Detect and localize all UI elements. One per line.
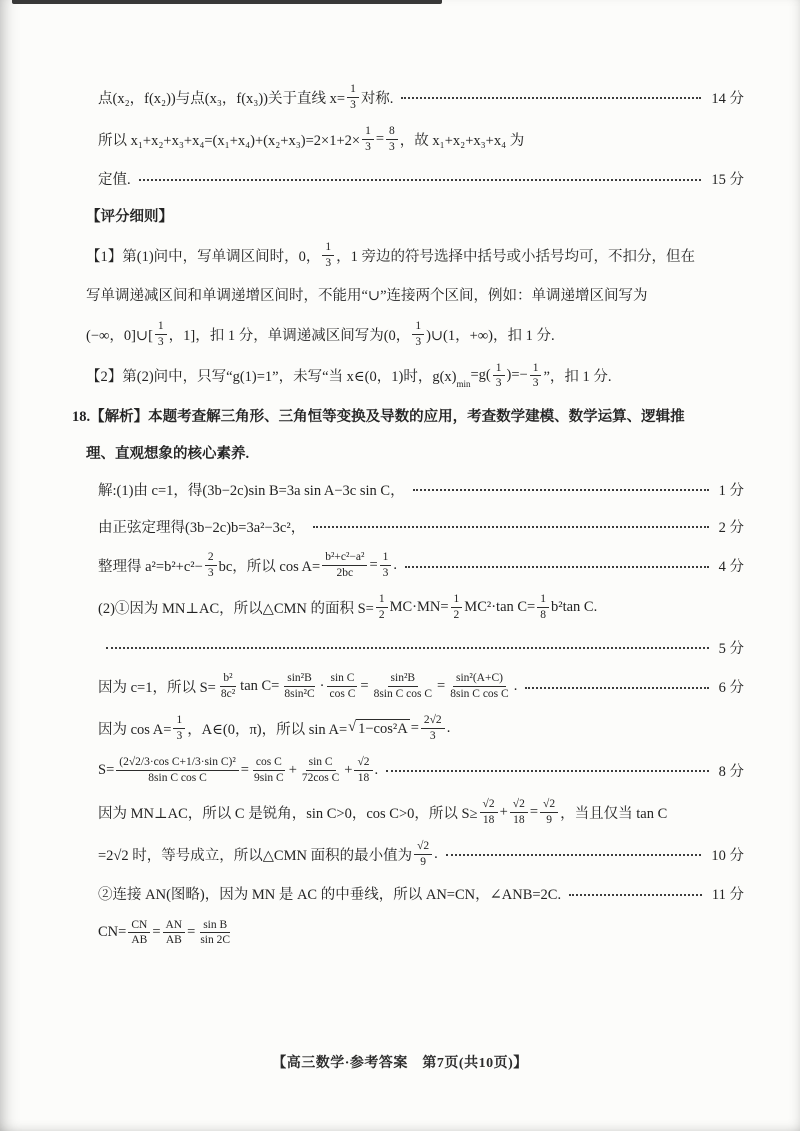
fraction: $\frac{1}{3}$ xyxy=(530,361,542,392)
answer-line xyxy=(98,918,744,949)
line-text: 18.【解析】本题考查解三角形、三角恒等变换及导数的应用，考查数学建模、数学运算、逻辑推 xyxy=(72,408,685,425)
dotted-leader xyxy=(313,526,708,528)
fraction: $\frac{\text{b²}}{\text{8c²}}$ xyxy=(220,672,236,701)
line-text: =2√2 时，等号成立，所以△CMN 面积的最小值为 $\frac{√2}{9}$ . xyxy=(98,839,438,868)
score-label: 15 分 xyxy=(711,172,744,189)
line-text: 因为 MN⊥AC，所以 C 是锐角，sin C>0，cos C>0，所以 S≥ $\frac{√2}{18}$ + $\frac{√2}{18}$ = $\frac{√2}{9}$ ，当且仅当 tan C xyxy=(98,797,668,826)
answer-line xyxy=(98,881,744,907)
line-text: CN= $\frac{CN}{AB}$ = $\frac{AN}{AB}$ = $\frac{\text{sin B}}{\sin 2C}$ xyxy=(98,918,235,949)
fraction: $\frac{\text{cos C}}{\text{9sin C}}$ xyxy=(253,755,284,784)
answer-line xyxy=(98,797,744,828)
line-text: 由正弦定理得(3b−2c)b=3a²−3c²， xyxy=(98,519,306,536)
answer-line xyxy=(98,124,744,155)
fraction: $\frac{1}{3}$ xyxy=(322,240,334,271)
dotted-leader xyxy=(569,894,702,896)
line-text: 【1】第(1)问中，写单调区间时，0， $\frac{1}{3}$ ，1 旁边的符号选择中括号或小括号均可，不扣分，但在 xyxy=(86,240,696,269)
line-text: 【2】第(2)问中，只写“g(1)=1”，未写“当 x∈(0，1)时，g(x) min =g( $\frac{1}{3}$ )=− $\frac{1}{3}$ ”，扣 1 分. xyxy=(86,361,612,390)
dotted-leader xyxy=(525,687,708,689)
fraction: $\frac{\text{sin²B}}{\text{8sin²C}}$ xyxy=(284,672,315,701)
answer-line xyxy=(98,839,744,870)
fraction: $\frac{1}{3}$ xyxy=(412,319,424,350)
line-text: 写单调递减区间和单调递增区间时，不能用“∪”连接两个区间，例如：单调递增区间写为 xyxy=(86,288,648,305)
fraction: $\frac{\text{sin C}}{\text{cos C}}$ xyxy=(327,671,359,702)
line-text: ②连接 AN(图略)，因为 MN 是 AC 的中垂线，所以 AN=CN，∠ANB=2C. xyxy=(98,887,562,903)
fraction: $\frac{1}{3}$ xyxy=(155,319,167,350)
fraction: $\frac{1}{8}$ xyxy=(537,592,549,623)
line-text: 点(x₂，f(x₂))与点(x₃，f(x₃))关于直线 x= $\frac{1}{3}$ 对称. xyxy=(98,83,394,111)
dotted-leader xyxy=(401,97,701,99)
line-text: 整理得 a²=b²+c²− $\frac{2}{3}$ bc，所以 cos A= $\frac{\text{b²+c²−a²}}{2bc}$ = $\frac{1}{3}$ . xyxy=(98,551,398,580)
dotted-leader xyxy=(386,770,708,772)
fraction: $\frac{\text{sin²B}}{\text{8sin C cos C}}$ xyxy=(373,672,433,701)
fraction: $\frac{8}{3}$ xyxy=(386,124,398,155)
line-text: 所以 x₁+x₂+x₃+x₄=(x₁+x₄)+(x₂+x₃)=2×1+2× $\frac{1}{3}$ = $\frac{8}{3}$ ，故 x₁+x₂+x₃+x₄ 为 xyxy=(98,124,525,153)
fraction: $\frac{2}{3}$ xyxy=(205,550,217,581)
fraction: $\frac{1}{3}$ xyxy=(347,82,359,113)
line-text: 【评分细则】 xyxy=(86,209,173,226)
line-text: 因为 c=1，所以 S= $\frac{\text{b²}}{\text{8c²}}$ tan C= $\frac{\text{sin²B}}{\text{8sin²C}}$ · $\frac{\text{sin C}}{\text{cos C}}$ = $\frac{\text{sin²B}}{\text{8sin C cos C}}$ = $\frac{\text{sin²(A+C)}}{\text{8sin C cos C}}$ . xyxy=(98,672,518,701)
answer-line xyxy=(98,82,744,113)
fraction: $\frac{√2}{18}$ xyxy=(354,755,372,786)
answer-line xyxy=(98,713,744,744)
fraction: $\frac{1}{2}$ xyxy=(376,592,388,623)
fraction: $\frac{1}{3}$ xyxy=(493,361,505,392)
line-text: (−∞，0]∪[ $\frac{1}{3}$ ，1]，扣 1 分，单调递减区间写为(0， $\frac{1}{3}$ )∪(1，+∞)，扣 1 分. xyxy=(86,319,555,348)
fraction: $\frac{\text{sin C}}{\text{72cos C}}$ xyxy=(301,755,340,784)
line-text: 解:(1)由 c=1，得(3b−2c)sin B=3a sin A−3c sin C， xyxy=(98,482,405,499)
score-label: 4 分 xyxy=(718,559,744,576)
fraction: $\frac{\text{sin B}}{\sin 2C}$ xyxy=(200,918,231,947)
fraction: $\frac{\text{(2√2/3·cos C+1/3·sin C)²}}{\text{8sin C cos C}}$ xyxy=(116,755,239,786)
score-label: 2 分 xyxy=(718,519,744,536)
dotted-leader xyxy=(106,647,709,649)
dotted-leader xyxy=(139,179,702,181)
line-text: 因为 cos A= $\frac{1}{3}$ ，A∈(0，π)，所以 sin A= √ 1−cos²A = $\frac{2√2}{3}$ . xyxy=(98,714,451,742)
line-text: S= $\frac{\text{(2√2/3·cos C+1/3·sin C)²}}{\text{8sin C cos C}}$ = $\frac{\text{cos C}}{\text{9sin C}}$ + $\frac{\text{sin C}}{\text{72cos C}}$ + $\frac{√2}{18}$ . xyxy=(98,755,379,784)
dotted-leader xyxy=(413,489,709,491)
fraction: $\frac{√2}{9}$ xyxy=(414,839,432,870)
line-text: (2)①因为 MN⊥AC，所以△CMN 的面积 S= $\frac{1}{2}$ MC·MN= $\frac{1}{2}$ MC²·tan C= $\frac{1}{8}$ b²tan C. xyxy=(98,593,598,622)
sqrt-expression: √ 1−cos²A xyxy=(348,718,408,737)
answer-line xyxy=(86,361,744,392)
answer-line xyxy=(98,755,744,786)
score-label: 5 分 xyxy=(718,640,744,657)
line-text: 定值. xyxy=(98,172,131,189)
dotted-leader xyxy=(405,566,709,568)
page-footer xyxy=(0,1052,800,1072)
answer-line xyxy=(98,671,744,702)
fraction: $\frac{2√2}{3}$ xyxy=(421,713,445,744)
answer-line xyxy=(86,282,744,308)
subscript: min xyxy=(456,379,471,390)
answer-line xyxy=(72,402,744,428)
fraction: $\frac{1}{3}$ xyxy=(362,124,374,155)
answer-line xyxy=(86,240,744,271)
score-label: 8 分 xyxy=(718,763,744,780)
fraction: $\frac{√2}{18}$ xyxy=(510,797,528,828)
answer-line xyxy=(98,592,744,623)
dotted-leader xyxy=(446,854,702,856)
fraction: $\frac{\text{sin²(A+C)}}{\text{8sin C cos C}}$ xyxy=(450,672,509,701)
fraction: $\frac{1}{3}$ xyxy=(380,550,392,581)
answer-line xyxy=(86,203,744,229)
fraction: $\frac{AN}{AB}$ xyxy=(163,918,186,949)
fraction: $\frac{√2}{9}$ xyxy=(540,797,558,828)
fraction: $\frac{CN}{AB}$ xyxy=(128,918,150,949)
answer-line xyxy=(86,439,744,465)
answer-lines xyxy=(72,82,744,959)
fraction: $\frac{1}{2}$ xyxy=(451,592,463,623)
fraction: $\frac{1}{3}$ xyxy=(173,713,185,744)
fraction: $\frac{\text{b²+c²−a²}}{2bc}$ xyxy=(322,550,367,581)
line-text: 理、直观想象的核心素养. xyxy=(86,445,250,462)
score-label: 6 分 xyxy=(718,680,744,697)
answer-line xyxy=(86,319,744,350)
answer-line xyxy=(98,550,744,581)
score-label: 1 分 xyxy=(718,482,744,499)
scan-artifact xyxy=(12,0,442,4)
score-label: 10 分 xyxy=(711,847,744,864)
footer-text: 【高三数学·参考答案 第7页(共10页)】 xyxy=(272,1056,528,1071)
fraction: $\frac{√2}{18}$ xyxy=(480,797,498,828)
score-label: 14 分 xyxy=(711,90,744,107)
answer-line xyxy=(98,166,744,192)
score-label: 11 分 xyxy=(711,887,744,903)
answer-line xyxy=(98,476,744,502)
answer-line xyxy=(98,513,744,539)
answer-line xyxy=(98,634,744,660)
